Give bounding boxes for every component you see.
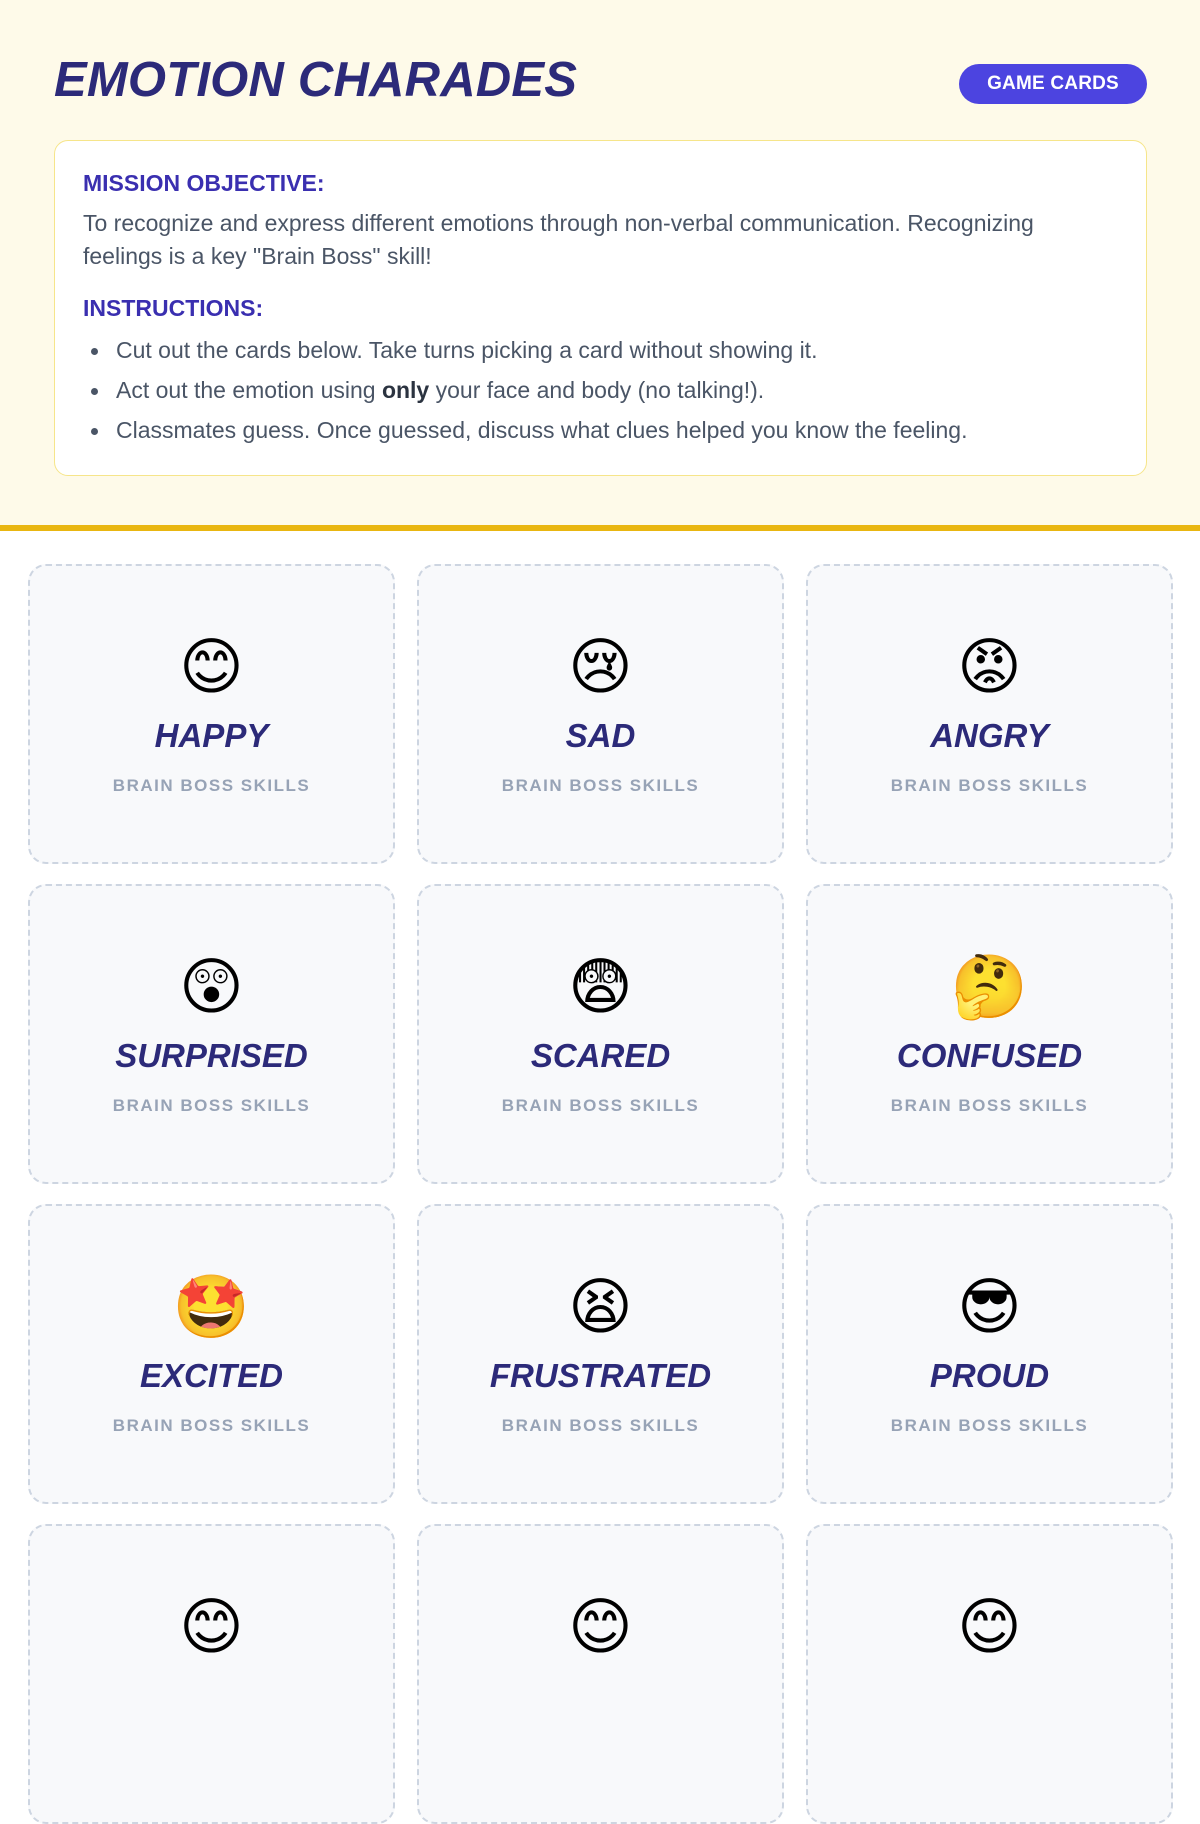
instructions-heading: INSTRUCTIONS: <box>83 295 264 321</box>
instructions-list <box>83 334 1119 447</box>
card-subtitle: BRAIN BOSS SKILLS <box>501 1416 700 1435</box>
fearful-face-icon: 😨 <box>568 950 633 1023</box>
card-subtitle: BRAIN BOSS SKILLS <box>890 776 1089 795</box>
bullet-icon <box>91 388 98 395</box>
card-subtitle: BRAIN BOSS SKILLS <box>890 1416 1089 1435</box>
crying-face-icon: 😢 <box>568 630 633 703</box>
smiling-face-icon: 😊 <box>179 1590 244 1663</box>
card-subtitle: BRAIN BOSS SKILLS <box>501 776 700 795</box>
card-subtitle: BRAIN BOSS SKILLS <box>112 1416 311 1435</box>
instruction-item: Cut out the cards below. Take turns picking a card without showing it. <box>83 334 1119 367</box>
page-title: EMOTION CHARADES <box>54 53 578 107</box>
card-subtitle: BRAIN BOSS SKILLS <box>112 776 311 795</box>
card-label: FRUSTRATED <box>489 1357 712 1394</box>
astonished-face-icon: 😲 <box>179 950 244 1023</box>
emotion-card-proud <box>806 1204 1173 1504</box>
header-panel <box>0 0 1200 531</box>
card-label: CONFUSED <box>896 1037 1083 1074</box>
instructions-box <box>54 140 1147 476</box>
card-subtitle: BRAIN BOSS SKILLS <box>501 1096 700 1115</box>
emotion-card-angry <box>806 564 1173 864</box>
smiling-face-icon: 😊 <box>179 630 244 703</box>
card-label: ANGRY <box>930 717 1049 754</box>
emotion-card-scared <box>417 884 784 1184</box>
emotion-card-partial <box>28 1524 395 1824</box>
card-label: SCARED <box>530 1037 671 1074</box>
smiling-face-icon: 😊 <box>568 1590 633 1663</box>
instruction-item: Act out the emotion using only your face and body (no talking!). <box>83 374 1119 407</box>
bullet-icon <box>91 428 98 435</box>
bullet-icon <box>91 348 98 355</box>
instruction-item: Classmates guess. Once guessed, discuss what clues helped you know the feeling. <box>83 414 1119 447</box>
star-struck-face-icon: 🤩 <box>172 1270 251 1343</box>
emotion-card-happy <box>28 564 395 864</box>
emotion-card-partial <box>417 1524 784 1824</box>
card-label: HAPPY <box>154 717 269 754</box>
card-subtitle: BRAIN BOSS SKILLS <box>890 1096 1089 1115</box>
thinking-face-icon: 🤔 <box>950 950 1029 1023</box>
angry-face-icon: 😡 <box>957 630 1022 703</box>
mission-objective-text: To recognize and express different emotions through non-verbal communication. Recognizing feelings is a key "Brain Boss" skill! <box>83 210 1034 269</box>
emotion-card-partial <box>806 1524 1173 1824</box>
smiling-face-icon: 😊 <box>957 1590 1022 1663</box>
emotion-card-sad <box>417 564 784 864</box>
card-label: SURPRISED <box>115 1037 308 1074</box>
sunglasses-face-icon: 😎 <box>957 1270 1022 1343</box>
card-label: EXCITED <box>139 1357 284 1394</box>
tired-face-icon: 😫 <box>568 1270 633 1343</box>
emotion-card-frustrated <box>417 1204 784 1504</box>
game-cards-badge: GAME CARDS <box>959 64 1147 104</box>
mission-objective-heading: MISSION OBJECTIVE: <box>83 170 325 196</box>
emotion-card-surprised <box>28 884 395 1184</box>
card-label: PROUD <box>929 1357 1050 1394</box>
emotion-card-confused <box>806 884 1173 1184</box>
emotion-card-excited <box>28 1204 395 1504</box>
card-subtitle: BRAIN BOSS SKILLS <box>112 1096 311 1115</box>
card-label: SAD <box>565 717 636 754</box>
